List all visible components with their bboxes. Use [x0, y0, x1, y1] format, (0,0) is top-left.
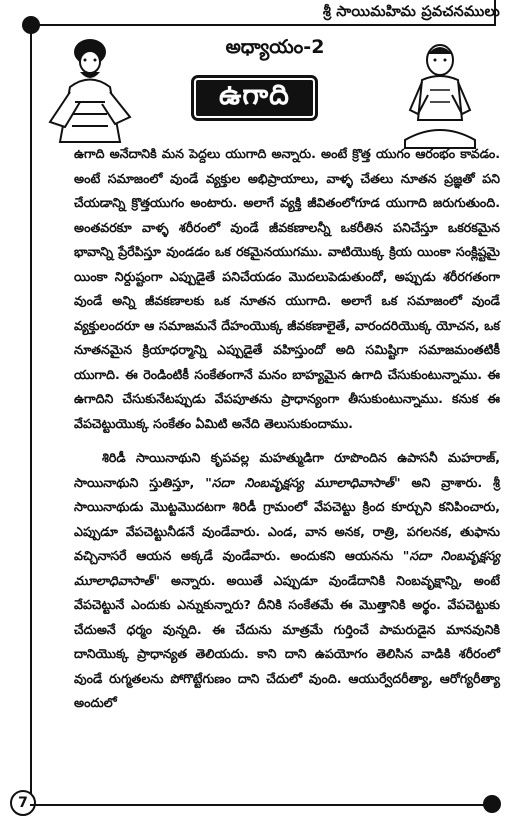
chapter-label: అధ్యాయం-2	[225, 36, 325, 58]
paragraph-2-part-1: శిరిడీ సాయినాథుని కృపవల్ల మహత్ముడిగా రూపొందిన ఉపాసనీ మహరాజ్, సాయినాథుని స్తుతిస్తూ,	[74, 450, 500, 490]
page-title: ఉగాది	[219, 78, 290, 111]
header-rule	[30, 24, 496, 26]
quote-1: "సదా నింబవృక్షస్య మూలాధివాసాత్"	[205, 474, 401, 490]
footer-rule	[30, 804, 496, 806]
speaker-illustration	[400, 40, 480, 150]
body-text	[74, 142, 500, 716]
paragraph-2-part-3: అన్నారు. అయితే ఎప్పుడూ వుండేదానికి నింబవృక్షాన్ని, అంటే వేపచెట్టునే ఎందుకు ఎన్నుకున్నారు? దీనికి సంకేతమే ఈ మొత్తానికి అర్థం. వేపచెట్టుకు చేదుఅనే ధర్మం వున్నది. ఈ చేదును మాత్రమే గుర్తించే పామరుడైన మానవునికి దానియొక్క ప్రాధాన్యత తెలియదు. కాని దాని ఉపయోగం తెలిసిన వాడికి శరీరంలో వుండే రుగ్మతలను పోగొట్టేగుణం దాని చేదులో వుంది. ఆయుర్వేదరీత్యా, ఆరోగ్యరీత్యా అందులో	[74, 572, 500, 710]
paragraph-2-part-2: అని వ్రాశారు. శ్రీ సాయినాథుడు మొట్టమొదటగా శిరిడీ గ్రామంలో వేపచెట్టు క్రింద కూర్చుని కనిపించారు, ఎప్పుడూ వేపచెట్టునీడనే వుండేవారు. ఎండ, వాన అనక, రాత్రి, పగలనక, తుఫాను వచ్చినాసరే ఆయన అక్కడే వుండేవారు. అందుకని ఆయనను	[74, 474, 500, 563]
quote-2: "సదా నింబవృక్షస్య మూలాధివాసాత్"	[74, 548, 500, 588]
title-banner	[194, 78, 315, 118]
running-header: శ్రీ సాయిమహిమ ప్రవచనములు	[322, 4, 500, 20]
corner-dot-top-left	[22, 16, 40, 34]
left-border	[30, 24, 32, 794]
paragraph-2	[74, 446, 500, 716]
paragraph-1: ఉగాది అనేదానికి మన పెద్దలు యుగాది అన్నారు. అంటే క్రొత్త యుగం ఆరంభం కావడం. అంటే సమాజంలో వుండే వ్యక్తుల అభిప్రాయాలు, వాళ్ళ చేతలు నూతన ప్రజ్ఞతో పని చేయడాన్ని క్రొత్తయుగం అంటారు. అలాగే వ్యక్తి జీవితంలోగూడ యుగాది జరుగుతుంది. అంతవరకూ వాళ్ళ శరీరంలో వుండే జీవకణాలన్నీ ఒకరీతిన పనిచేస్తూ ఒకరకమైన భావాన్ని ప్రేరేపిస్తూ వుండడం ఒక రకమైనయుగము. వాటియొక్క క్రియ యింకా సంక్లిష్టమై యింకా నిర్దుష్టంగా ఎప్పుడైతే పనిచేయడం మొదలుపెడుతుందో, అప్పుడు శరీరగతంగా వుండే అన్ని జీవకణాలకు ఒక నూతన యుగాది. అలాగే ఒక సమాజంలో వుండే వ్యక్తులందరూ ఆ సమాజమనే దేహంయొక్క జీవకణాలైతే, వారందరియొక్క యోచన, ఒక నూతనమైన క్రియాధర్మాన్ని ఎప్పుడైతే వహిస్తుందో అది సమిష్టిగా సమాజమంతటికీ యుగాది. ఈ రెండింటికీ సంకేతంగానే మనం బాహ్యమైన ఉగాది చేసుకుంటున్నాము. ఈ ఉగాదిని చేసుకునేటప్పుడు వేపపూతను ప్రాధాన్యంగా తీసుకుంటున్నాము. కనుక ఈ వేపచెట్టుయొక్క సంకేతం ఏమిటి అనేది తెలుసుకుందాము.	[74, 146, 500, 431]
saint-illustration	[40, 32, 140, 147]
corner-dot-bottom-right	[483, 795, 501, 813]
page-number: 7	[10, 790, 36, 816]
